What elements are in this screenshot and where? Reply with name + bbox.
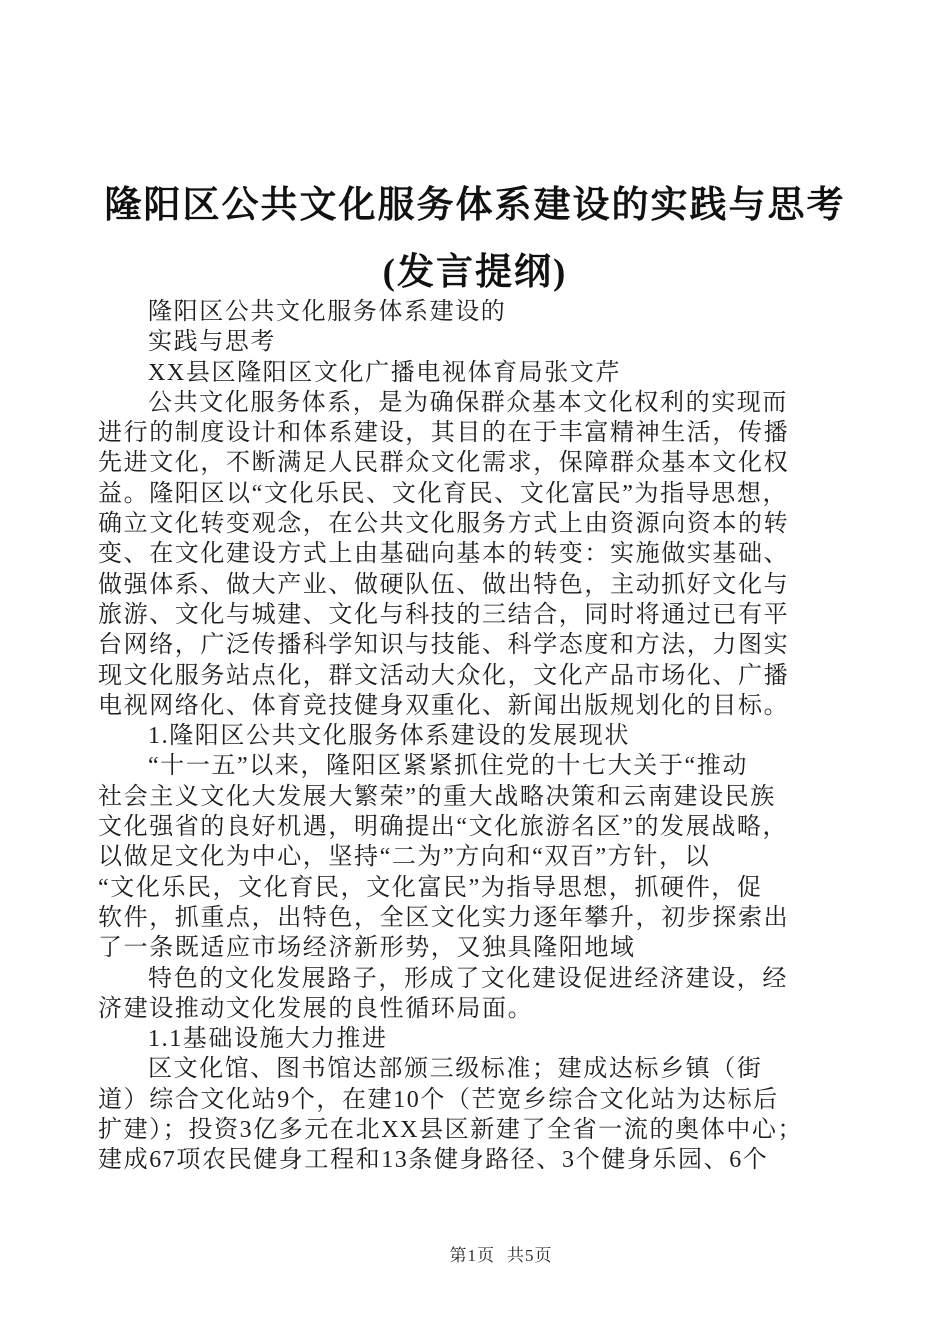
document-body [98,297,868,1176]
text-line: 确立文化转变观念，在公共文化服务方式上由资源向资本的转 [98,511,790,538]
title-line-1: 隆阳区公共文化服务体系建设的实践与思考 [104,185,846,226]
document-title [0,172,950,306]
text-line: 旅游、文化与城建、文化与科技的三结合，同时将通过已有平 [98,601,790,628]
text-line: 文化强省的良好机遇，明确提出“文化旅游名区”的发展战略， [98,814,789,841]
text-line: 道）综合文化站9个，在建10个（芒宽乡综合文化站为达标后 [98,1086,779,1113]
text-line: 先进文化，不断满足人民群众文化需求，保障群众基本文化权 [98,450,790,477]
title-line-2: (发言提纲) [382,252,568,293]
page-total-label: 共5页 [507,1246,553,1265]
text-line: 区文化馆、图书馆达部颁三级标准；建成达标乡镇（街 [148,1056,763,1083]
text-line: “十一五”以来，隆阳区紧紧抓住党的十七大关于“推动 [148,753,748,780]
text-line: 软件，抓重点，出特色，全区文化实力逐年攀升，初步探索出 [98,904,790,931]
text-line: 扩建）；投资3亿多元在北XX县区新建了全省一流的奥体中心； [98,1117,804,1144]
text-line: “文化乐民，文化育民，文化富民”为指导思想，抓硬件，促 [98,874,763,901]
text-line: 电视网络化、体育竞技健身双重化、新闻出版规划化的目标。 [98,692,790,719]
text-line: 了一条既适应市场经济新形势，又独具隆阳地域 [98,935,636,962]
text-line: 做强体系、做大产业、做硬队伍、做出特色，主动抓好文化与 [98,571,790,598]
text-line: 公共文化服务体系，是为确保群众基本文化权利的实现而 [148,389,788,416]
text-line: 台网络，广泛传播科学知识与技能、科学态度和方法，力图实 [98,632,790,659]
text-line: 实践与思考 [148,329,276,356]
text-line: 1.隆阳区公共文化服务体系建设的发展现状 [148,723,630,750]
text-line: 1.1基础设施大力推进 [148,1026,388,1053]
text-line: 以做足文化为中心，坚持“二为”方向和“双百”方针，以 [98,844,711,871]
text-line: 特色的文化发展路子，形成了文化建设促进经济建设，经 [148,965,788,992]
page-footer [26,1241,950,1266]
text-line: XX县区隆阳区文化广播电视体育局张文芹 [148,359,622,386]
text-line: 进行的制度设计和体系建设，其目的在于丰富精神生活，传播 [98,420,790,447]
text-line: 建成67项农民健身工程和13条健身路径、3个健身乐园、6个 [98,1147,769,1174]
text-line: 济建设推动文化发展的良性循环局面。 [98,995,534,1022]
text-line: 现文化服务站点化，群文活动大众化，文化产品市场化、广播 [98,662,790,689]
text-line: 社会主义文化大发展大繁荣”的重大战略决策和云南建设民族 [98,783,776,810]
text-line: 变、在文化建设方式上由基础向基本的转变：实施做实基础、 [98,541,790,568]
text-line: 隆阳区公共文化服务体系建设的 [148,299,507,325]
page-number-label: 第1页 [449,1246,495,1265]
text-line: 益。隆阳区以“文化乐民、文化育民、文化富民”为指导思想， [98,480,789,507]
